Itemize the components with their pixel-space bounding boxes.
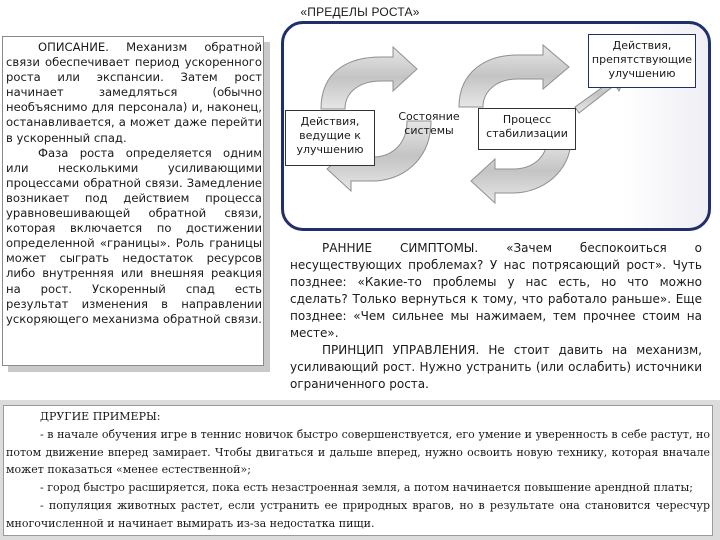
example-item: - популяция животных растет, если устранить ее природных врагов, но в результате она становится чересчур многочисленной и начинает вымирать из-за недостатка пищи. xyxy=(6,498,710,530)
actions-improve-box: Действия, ведущие к улучшению xyxy=(285,110,375,166)
stabilization-box: Процесс стабилизации xyxy=(478,108,576,150)
example-item: - город быстро расширяется, пока есть незастроенная земля, а потом начинается повышение арендной платы; xyxy=(40,481,693,495)
slide-title: «ПРЕДЕЛЫ РОСТА» xyxy=(300,5,420,19)
early-symptoms-text: РАННИЕ СИМПТОМЫ. «Зачем беспокоиться о несуществующих проблемах? У нас потрясающий рост». Чуть позднее: «Какие-то проблемы у нас есть, но что можно сделать? Только вернуться к тому, что работало раньше». Еще позднее: «Чем сильнее мы нажимаем, тем прочнее стоим на месте». xyxy=(290,241,702,340)
actions-prevent-box: Действия, препятствующие улучшению xyxy=(588,34,696,88)
description-text xyxy=(6,40,262,327)
description-paragraph: ОПИСАНИЕ. Механизм обратной связи обеспечивает период ускоренного роста или экспансии. Затем рост начинает замедляться (обычно необъяснимо для персонала) и, наконец, останавливается, а может даже перейти в ускоренный спад. xyxy=(6,40,262,145)
other-examples-text xyxy=(6,408,710,533)
example-item: - в начале обучения игре в теннис новичок быстро совершенствуется, его умение и уверенность в себе растут, но потом движение вперед замирает. Чтобы двигаться и дальше вперед, нужно освоить новую технику, которая вначале может показаться «менее естественной»; xyxy=(6,427,710,477)
management-principle-text: ПРИНЦИП УПРАВЛЕНИЯ. Не стоит давить на механизм, усиливающий рост. Нужно устранить (или ослабить) источники ограниченного роста. xyxy=(290,343,702,391)
system-state-label: Состояние системы xyxy=(398,110,460,137)
symptoms-and-principle xyxy=(290,240,702,393)
description-paragraph: Фаза роста определяется одним или несколькими усиливающими процессами обратной связи. Замедление возникает под действием процесса уравновешивающей обратной связи, которая включается по достижении определенной «границы». Роль границы может сыграть недостаток ресурсов либо внутренняя или внешняя реакция на рост. Ускоренный спад есть результат изменения в направлении ускоряющего механизма обратной связи. xyxy=(6,145,262,326)
examples-heading: ДРУГИЕ ПРИМЕРЫ: xyxy=(40,410,161,423)
